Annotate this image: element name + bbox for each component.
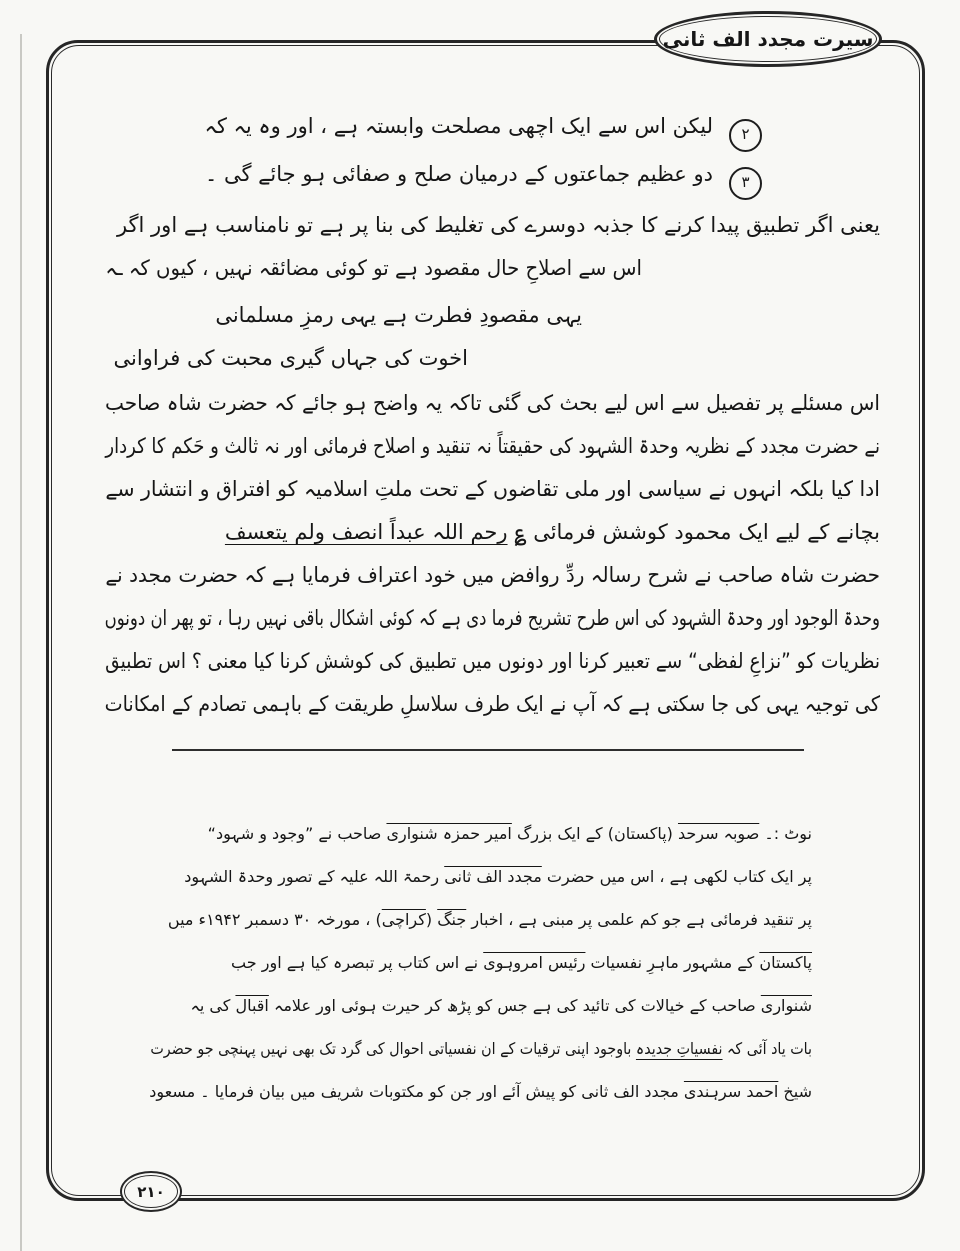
text-line [150,898,812,941]
header-title-cartouche [654,11,882,67]
text-line [104,382,880,425]
text-segment: پر تنقید فرمائی ہے جو کم علمی پر مبنی ہے ، اخبار [466,910,812,929]
text-segment: بچانے کے لیے ایک محمود کوشش فرمائی ؏ [507,520,880,544]
text-line [105,337,468,380]
text-segment: یہی مقصودِ فطرت ہے یہی رمزِ مسلمانی [215,303,582,327]
text-segment: شیخ [778,1082,812,1101]
paragraph-explanation [105,204,880,290]
text-segment: کی توجیہ یہی کی جا سکتی ہے کہ آپ نے ایک طرف سلاسلِ طریقت کے باہمی تصادم کے امکانات [104,692,881,716]
emphasized-text: رئیس امروہوی [483,953,586,972]
text-segment: یعنی اگر تطبیق پیدا کرنے کا جذبہ دوسرے کی تغلیط کی بنا پر ہے تو نامناسب ہے اور اگر [116,213,880,237]
emphasized-text: اقبال [235,996,269,1015]
emphasized-text: نفسیاتِ جدیدہ [635,1039,723,1058]
main-text-block [105,102,880,726]
emphasized-text: پاکستان [759,953,812,972]
scan-edge-artifact [20,34,22,1251]
text-segment: اخوت کی جہاں گیری محبت کی فراوانی [113,346,468,370]
text-segment: صاحب نے ”وجود و شہود“ [207,824,387,843]
text-line [105,204,880,247]
text-segment: رحمۃ اللہ علیہ کے تصور وحدۃ الشہود [184,867,445,886]
text-line [105,468,881,511]
emphasized-text: شنواری [760,996,812,1015]
item-number-badge: ۳ [729,167,762,200]
emphasized-text: کراچی [381,910,426,929]
text-segment: حضرت شاہ صاحب نے شرح رسالہ ردِّ روافض میں خود اعتراف فرمایا ہے کہ حضرت مجدد نے [105,563,880,587]
text-segment: کے مشہور ماہرِ نفسیات [585,953,760,972]
emphasized-text: امیر حمزہ شنواری [386,824,512,843]
text-line [105,247,642,290]
numbered-item-2 [105,102,880,150]
text-segment: ) ، مورخہ ۳۰ دسمبر ۱۹۴۲ء میں [167,910,382,929]
text-line [150,984,812,1027]
text-line [150,855,812,898]
book-title: سیرت مجدد الف ثانی [662,27,874,51]
text-line [105,554,880,597]
text-segment: ( [425,910,438,929]
emphasized-text: رحم اللہ عبداً انصف ولم یتعسف [224,520,508,544]
page-number-cartouche [120,1171,182,1212]
text-segment: اس سے اصلاحِ حال مقصود ہے تو کوئی مضائقہ نہیں ، کیوں کہ ـہ [105,256,642,280]
text-segment: بات یاد آئی کہ [722,1039,812,1058]
text-segment: کی یہ [190,996,236,1015]
text-line [105,294,582,337]
emphasized-text: مجدد الف ثانی [444,867,542,886]
text-segment: نے حضرت مجدد کے نظریہ وحدۃ الشہود کی حقیقتاً نہ تنقید و اصلاح فرمائی اور نہ ثالث و حَکم کا کردار [105,434,881,458]
numbered-item-text: لیکن اس سے ایک اچھی مصلحت وابستہ ہے ، اور وہ یہ کہ [204,114,713,138]
text-segment: نظریات کو ”نزاعِ لفظی“ سے تعبیر کرنا اور دونوں میں تطبیق کی کوشش کرنا کیا معنی ؟ اس تطبیق [105,649,881,673]
text-line [150,1070,812,1113]
poetry-couplet [105,294,880,380]
text-line [105,425,881,468]
text-line [104,597,880,640]
paragraph-discussion [105,382,880,726]
footnote-divider [172,749,804,751]
text-segment: نے اس کتاب پر تبصرہ کیا ہے اور جب [231,953,484,972]
text-segment: ادا کیا بلکہ انہوں نے سیاسی اور ملی تقاضوں کے تحت ملتِ اسلامیہ کو افتراق و انتشار سے [105,477,881,501]
text-segment: اس مسئلے پر تفصیل سے اس لیے بحث کی گئی تاکہ یہ واضح ہو جائے کہ حضرت شاہ صاحب [104,391,880,415]
item-number-badge: ۲ [729,119,762,152]
text-segment: وحدۃ الوجود اور وحدۃ الشہود کی اس طرح تشریح فرما دی ہے کہ کوئی اشکال باقی نہیں رہا ، تو پھر ان دونوں [104,606,880,630]
emphasized-text: صوبہ سرحد [677,824,760,843]
footnote-block [150,812,812,1113]
emphasized-text: احمد سرہندی [683,1082,779,1101]
text-segment: صاحب کے خیالات کی تائید کی ہے جس کو پڑھ کر حیرت ہوئی اور علامہ [268,996,761,1015]
text-line [150,941,812,984]
text-segment: مجدد الف ثانی کو پیش آئے اور جن کو مکتوبات شریف میں بیان فرمایا ۔ مسعود [149,1082,684,1101]
text-line [104,683,881,726]
text-line [150,812,812,855]
page-number: ۲۱۰ [137,1182,165,1201]
text-segment: نوٹ :۔ [759,824,812,843]
text-segment: (پاکستان) کے ایک بزرگ [511,824,678,843]
numbered-item-3 [105,150,880,198]
text-line [105,511,880,554]
emphasized-text: جنگ [437,910,467,929]
text-segment: باوجود اپنی ترقیات کے ان نفسیاتی احوال کی گرد تک بھی نہیں پہنچی جو حضرت [150,1039,636,1058]
numbered-item-text: دو عظیم جماعتوں کے درمیان صلح و صفائی ہو جائے گی ۔ [204,162,713,186]
text-segment: پر ایک کتاب لکھی ہے ، اس میں حضرت [541,867,812,886]
text-line [105,640,881,683]
text-line [150,1027,812,1070]
